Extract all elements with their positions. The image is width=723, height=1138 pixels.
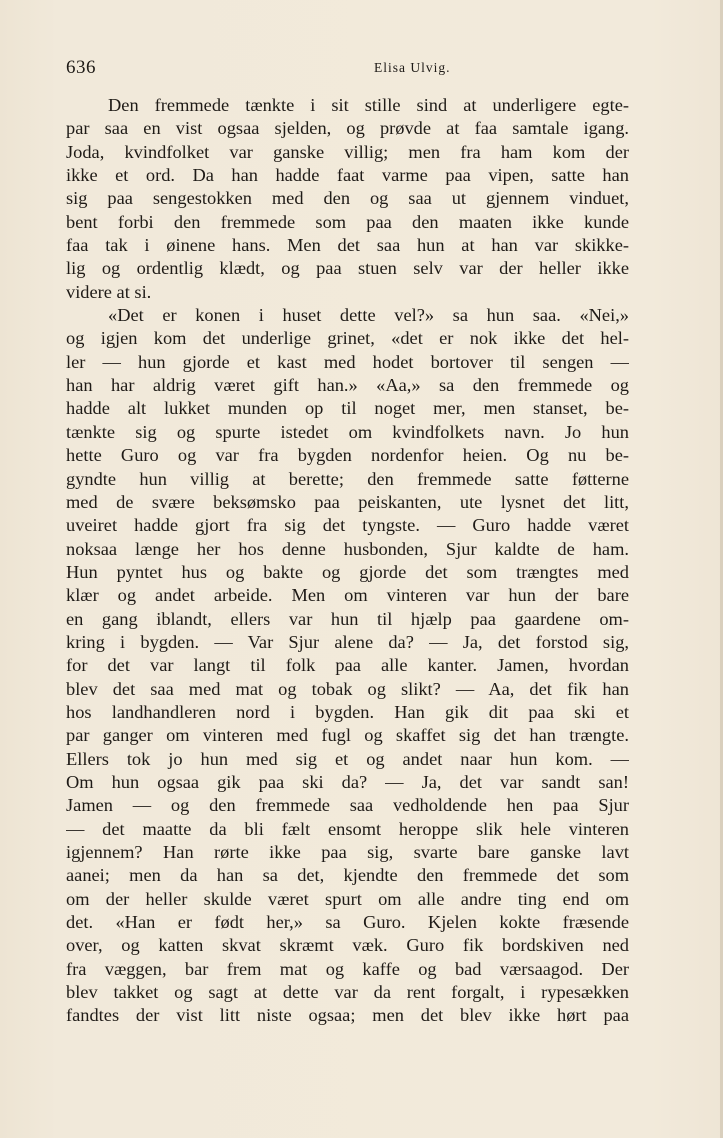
page-header [66,57,646,81]
text-line: igjennem? Han rørte ikke paa sig, svarte bare ganske lavt [66,842,629,862]
text-line: om der heller skulde været spurt om alle andre ting end om [66,888,629,909]
text-line: hette Guro og var fra bygden nordenfor heien. Og nu be- [66,445,629,466]
text-line: hos landhandleren nord i bygden. Han gik dit paa ski et [66,701,629,722]
text-line: uveiret hadde gjort fra sig det tyngste. — Guro hadde været [66,515,629,536]
text-line: Joda, kvindfolket var ganske villig; men fra ham kom der [66,141,629,162]
text-line: med de svære beksømsko paa peiskanten, ute lysnet det litt, [66,491,629,512]
running-head: Elisa Ulvig. [374,60,451,75]
text-line: kring i bygden. — Var Sjur alene da? — Ja, det forstod sig, [66,631,629,652]
text-line: Ellers tok jo hun med sig et og andet naar hun kom. — [66,748,629,769]
text-line: fra væggen, bar frem mat og kaffe og bad værsaagod. Der [66,958,629,979]
text-line: tænkte sig og spurte istedet om kvindfolkets navn. Jo hun [66,421,629,442]
text-line: ikke et ord. Da han hadde faat varme paa vipen, satte han [66,165,629,186]
text-line: blev takket og sagt at dette var da rent forgalt, i rypesækken [66,982,629,1003]
text-line: «Det er konen i huset dette vel?» sa hun saa. «Nei,» [108,305,629,326]
text-line: Om hun ogsaa gik paa ski da? — Ja, det var sandt san! [66,771,629,792]
text-line: ler — hun gjorde et kast med hodet bortover til sengen — [66,351,629,372]
text-line: en gang iblandt, ellers var hun til hjælp paa gaardene om- [66,608,629,629]
body-text [66,94,629,1028]
text-line: fandtes der vist litt niste ogsaa; men det blev ikke hørt paa [66,1005,629,1026]
text-line: og igjen kom det underlige grinet, «det er nok ikke det hel- [66,328,629,349]
text-line: lig og ordentlig klædt, og paa stuen selv var der heller ikke [66,258,629,279]
text-line: det. «Han er født her,» sa Guro. Kjelen kokte fræsende [66,912,629,933]
text-line: Jamen — og den fremmede saa vedholdende hen paa Sjur [66,795,629,816]
text-line: hadde alt lukket munden op til noget mer, men stanset, be- [66,398,629,419]
text-line: Hun pyntet hus og bakte og gjorde det som trængtes med [66,561,629,582]
text-line: han har aldrig været gift han.» «Aa,» sa den fremmede og [66,375,629,396]
text-line: Den fremmede tænkte i sit stille sind at underligere egte- [108,95,629,115]
text-line: — det maatte da bli fælt ensomt heroppe slik hele vinteren [66,818,629,839]
text-line: over, og katten skvat skræmt væk. Guro fik bordskiven ned [66,935,629,956]
text-line: blev det saa med mat og tobak og slikt? — Aa, det fik han [66,678,629,699]
text-line: aanei; men da han sa det, kjendte den fremmede det som [66,865,629,886]
text-line: par ganger om vinteren med fugl og skaffet sig det han trængte. [66,725,629,746]
text-line: bent forbi den fremmede som paa den maaten ikke kunde [66,211,629,232]
text-line: sig paa sengestokken med den og saa ut gjennem vinduet, [66,188,629,209]
page-number: 636 [66,57,96,78]
text-line: gyndte hun villig at berette; den fremmede satte føtterne [66,468,629,489]
text-line: videre at si. [66,281,152,302]
text-line: for det var langt til folk paa alle kanter. Jamen, hvordan [66,655,629,676]
text-line: klær og andet arbeide. Men om vinteren var hun der bare [66,585,629,606]
text-line: faa tak i øinene hans. Men det saa hun at han var skikke- [66,235,629,256]
text-line: par saa en vist ogsaa sjelden, og prøvde at faa samtale igang. [66,118,629,139]
text-line: noksaa længe her hos denne husbonden, Sjur kaldte de ham. [66,538,629,559]
